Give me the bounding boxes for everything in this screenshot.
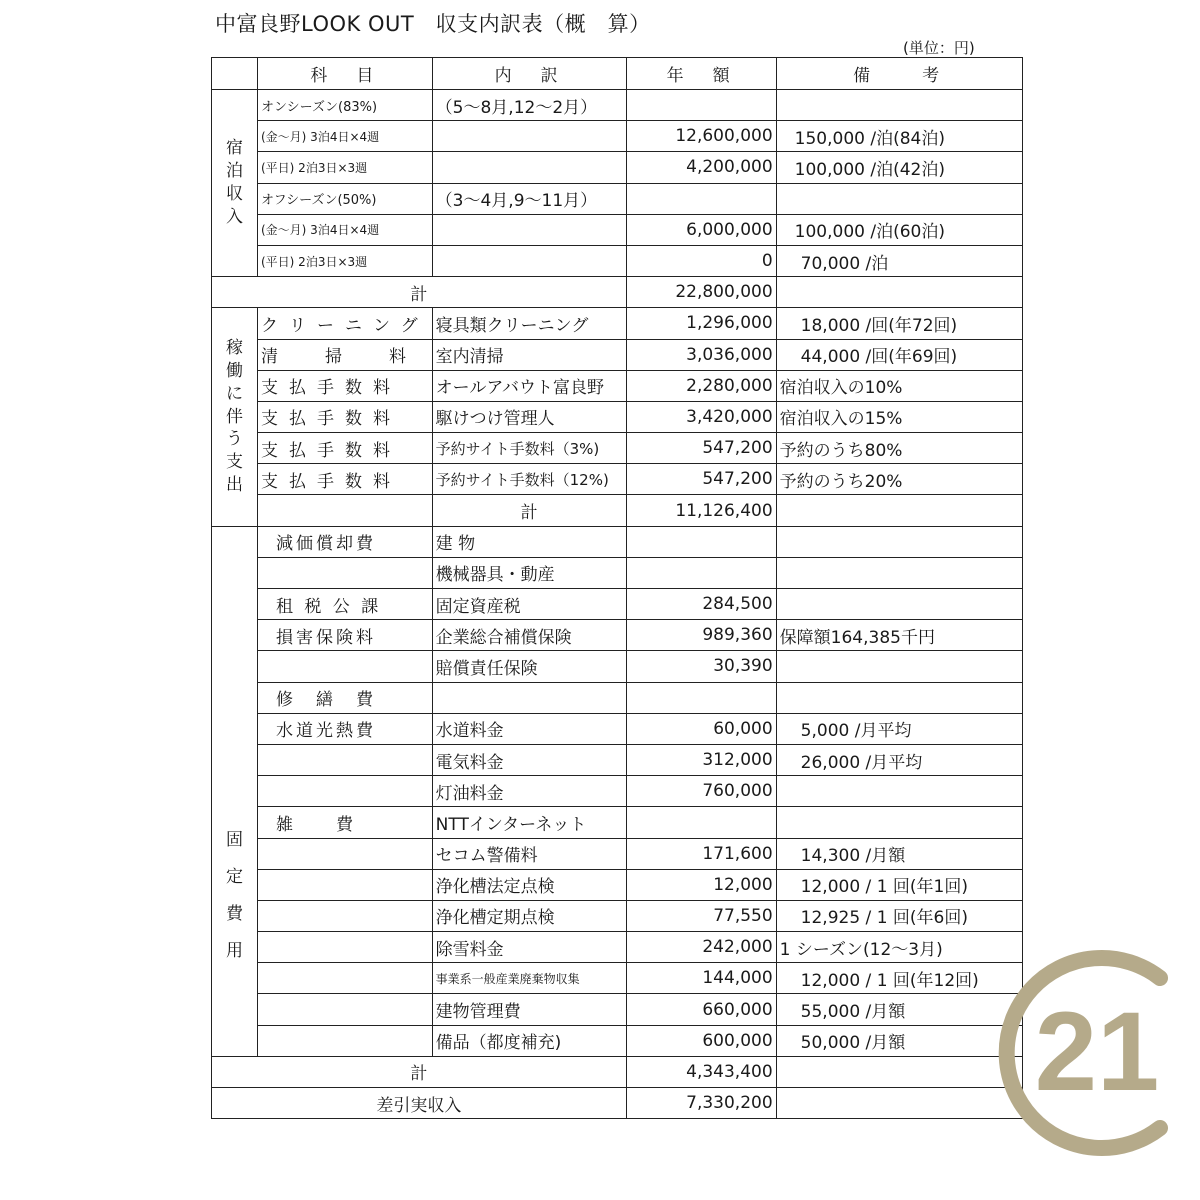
row-note: 14,300 /月額 <box>776 838 1022 869</box>
header-item: 科 目 <box>258 58 433 90</box>
row-amount <box>626 526 776 557</box>
table-row <box>212 963 1023 994</box>
row-item <box>258 776 433 807</box>
total-label: 計 <box>432 495 626 526</box>
row-note: 予約のうち80% <box>776 433 1022 464</box>
header-amount: 年 額 <box>626 58 776 90</box>
row-item <box>258 1025 433 1056</box>
operating-total-row <box>212 495 1023 526</box>
row-item: (平日) 2泊3日×3週 <box>258 152 433 183</box>
total-label: 計 <box>212 277 627 308</box>
row-item: 支払手数料 <box>258 401 433 432</box>
row-note: 宿泊収入の15% <box>776 401 1022 432</box>
row-detail: 水道料金 <box>432 713 626 744</box>
row-note: 100,000 /泊(60泊) <box>776 214 1022 245</box>
row-note: 12,925 / 1 回(年6回) <box>776 900 1022 931</box>
net-income-row <box>212 1088 1023 1119</box>
table-row <box>212 932 1023 963</box>
fixed-category: 固 定 費 用 <box>212 526 258 1056</box>
row-amount: 4,200,000 <box>626 152 776 183</box>
row-item: 租 税 公 課 <box>258 589 433 620</box>
row-item: (金〜月) 3泊4日×4週 <box>258 214 433 245</box>
table-row <box>212 401 1023 432</box>
table-row <box>212 339 1023 370</box>
table-row <box>212 744 1023 775</box>
header-row <box>212 58 1023 90</box>
table-row <box>212 589 1023 620</box>
table-row <box>212 526 1023 557</box>
off-season-period: （3〜4月,9〜11月） <box>432 183 626 214</box>
row-note: 保障額164,385千円 <box>776 620 1022 651</box>
operating-category: 稼 働 に 伴 う 支 出 <box>212 308 258 526</box>
table-row <box>212 682 1023 713</box>
row-note: 宿泊収入の10% <box>776 370 1022 401</box>
row-note <box>776 526 1022 557</box>
row-detail: 機械器具・動産 <box>432 557 626 588</box>
row-amount: 2,280,000 <box>626 370 776 401</box>
row-item: 損害保険料 <box>258 620 433 651</box>
row-note <box>776 776 1022 807</box>
header-detail: 内 訳 <box>432 58 626 90</box>
row-detail: 賠償責任保険 <box>432 651 626 682</box>
table-row <box>212 214 1023 245</box>
row-detail: 予約サイト手数料（12%) <box>432 464 626 495</box>
row-detail: 備品（都度補充) <box>432 1025 626 1056</box>
row-note <box>776 557 1022 588</box>
row-item: 支払手数料 <box>258 464 433 495</box>
fixed-total-row <box>212 1056 1023 1087</box>
row-note <box>776 682 1022 713</box>
row-amount: 12,600,000 <box>626 121 776 152</box>
income-total: 22,800,000 <box>626 277 776 308</box>
off-season-label: オフシーズン(50%) <box>258 183 433 214</box>
income-expense-table <box>211 57 1023 1119</box>
row-item: (平日) 2泊3日×3週 <box>258 245 433 276</box>
income-category: 宿 泊 収 入 <box>212 90 258 277</box>
table-row <box>212 620 1023 651</box>
century21-logo <box>985 948 1195 1158</box>
table-row <box>212 433 1023 464</box>
row-amount: 284,500 <box>626 589 776 620</box>
row-note <box>776 589 1022 620</box>
table-row <box>212 557 1023 588</box>
table-row <box>212 776 1023 807</box>
row-detail: NTTインターネット <box>432 807 626 838</box>
row-amount: 3,420,000 <box>626 401 776 432</box>
row-detail: 灯油料金 <box>432 776 626 807</box>
table-row <box>212 183 1023 214</box>
row-amount: 77,550 <box>626 900 776 931</box>
header-note: 備 考 <box>776 58 1022 90</box>
row-amount: 1,296,000 <box>626 308 776 339</box>
row-amount: 144,000 <box>626 963 776 994</box>
row-amount <box>626 557 776 588</box>
table-row <box>212 651 1023 682</box>
net-income-label: 差引実収入 <box>212 1088 627 1119</box>
income-total-row <box>212 277 1023 308</box>
row-amount: 660,000 <box>626 994 776 1025</box>
row-detail: 除雪料金 <box>432 932 626 963</box>
row-note: 100,000 /泊(42泊) <box>776 152 1022 183</box>
table-row <box>212 370 1023 401</box>
row-detail: 電気料金 <box>432 744 626 775</box>
row-note: 予約のうち20% <box>776 464 1022 495</box>
row-note: 26,000 /月平均 <box>776 744 1022 775</box>
row-note: 18,000 /回(年72回) <box>776 308 1022 339</box>
unit-label: (単位：円) <box>903 39 975 57</box>
row-amount: 6,000,000 <box>626 214 776 245</box>
logo-text: 21 <box>1034 989 1160 1114</box>
table-row <box>212 713 1023 744</box>
row-note: 70,000 /泊 <box>776 245 1022 276</box>
row-item: 修 繕 費 <box>258 682 433 713</box>
table-row <box>212 994 1023 1025</box>
row-item <box>258 557 433 588</box>
row-item: (金〜月) 3泊4日×4週 <box>258 121 433 152</box>
row-detail: 企業総合補償保険 <box>432 620 626 651</box>
row-item <box>258 994 433 1025</box>
row-amount: 242,000 <box>626 932 776 963</box>
row-amount <box>626 682 776 713</box>
table-row <box>212 121 1023 152</box>
on-season-label: オンシーズン(83%) <box>258 90 433 121</box>
row-item <box>258 900 433 931</box>
row-note: 1 シーズン(12〜3月) <box>776 932 1022 963</box>
row-detail: 浄化槽定期点検 <box>432 900 626 931</box>
page-title: 中富良野LOOK OUT 収支内訳表（概 算） <box>215 12 651 36</box>
row-detail: 室内清掃 <box>432 339 626 370</box>
row-item: 水道光熱費 <box>258 713 433 744</box>
row-item <box>258 869 433 900</box>
row-note: 5,000 /月平均 <box>776 713 1022 744</box>
row-item <box>258 963 433 994</box>
row-amount <box>626 807 776 838</box>
row-note <box>776 651 1022 682</box>
table-row <box>212 807 1023 838</box>
row-item <box>258 838 433 869</box>
row-amount: 3,036,000 <box>626 339 776 370</box>
row-amount: 547,200 <box>626 464 776 495</box>
table-row <box>212 900 1023 931</box>
row-amount: 989,360 <box>626 620 776 651</box>
row-item <box>258 744 433 775</box>
row-amount: 547,200 <box>626 433 776 464</box>
row-note: 44,000 /回(年69回) <box>776 339 1022 370</box>
fixed-total: 4,343,400 <box>626 1056 776 1087</box>
row-amount: 171,600 <box>626 838 776 869</box>
row-item: 減価償却費 <box>258 526 433 557</box>
row-item: クリーニング <box>258 308 433 339</box>
row-amount: 60,000 <box>626 713 776 744</box>
row-note: 12,000 / 1 回(年1回) <box>776 869 1022 900</box>
row-detail: 建 物 <box>432 526 626 557</box>
row-note <box>776 807 1022 838</box>
row-detail: オールアバウト富良野 <box>432 370 626 401</box>
table-row <box>212 838 1023 869</box>
on-season-period: （5〜8月,12〜2月） <box>432 90 626 121</box>
row-amount: 30,390 <box>626 651 776 682</box>
row-detail <box>432 682 626 713</box>
row-item: 支払手数料 <box>258 433 433 464</box>
row-amount: 312,000 <box>626 744 776 775</box>
row-detail: 固定資産税 <box>432 589 626 620</box>
table-row <box>212 308 1023 339</box>
table-row <box>212 1025 1023 1056</box>
row-amount: 760,000 <box>626 776 776 807</box>
row-detail: 寝具類クリーニング <box>432 308 626 339</box>
table-row <box>212 90 1023 121</box>
table-row <box>212 152 1023 183</box>
row-detail: 駆けつけ管理人 <box>432 401 626 432</box>
row-detail: 建物管理費 <box>432 994 626 1025</box>
table-row <box>212 464 1023 495</box>
row-amount: 0 <box>626 245 776 276</box>
row-item <box>258 932 433 963</box>
row-note: 12,000 / 1 回(年12回) <box>776 963 1022 994</box>
row-detail: 浄化槽法定点検 <box>432 869 626 900</box>
row-item: 支払手数料 <box>258 370 433 401</box>
table-row <box>212 245 1023 276</box>
row-detail: 予約サイト手数料（3%) <box>432 433 626 464</box>
row-item: 雑 費 <box>258 807 433 838</box>
net-income-amount: 7,330,200 <box>626 1088 776 1119</box>
row-item <box>258 651 433 682</box>
row-item: 清 掃 料 <box>258 339 433 370</box>
row-amount: 600,000 <box>626 1025 776 1056</box>
operating-total: 11,126,400 <box>626 495 776 526</box>
row-note: 55,000 /月額 <box>776 994 1022 1025</box>
header-blank <box>212 58 258 90</box>
row-detail: 事業系一般産業廃棄物収集 <box>432 963 626 994</box>
total-label: 計 <box>212 1056 627 1087</box>
row-detail: セコム警備料 <box>432 838 626 869</box>
row-amount: 12,000 <box>626 869 776 900</box>
table-row <box>212 869 1023 900</box>
row-note: 50,000 /月額 <box>776 1025 1022 1056</box>
row-note: 150,000 /泊(84泊) <box>776 121 1022 152</box>
